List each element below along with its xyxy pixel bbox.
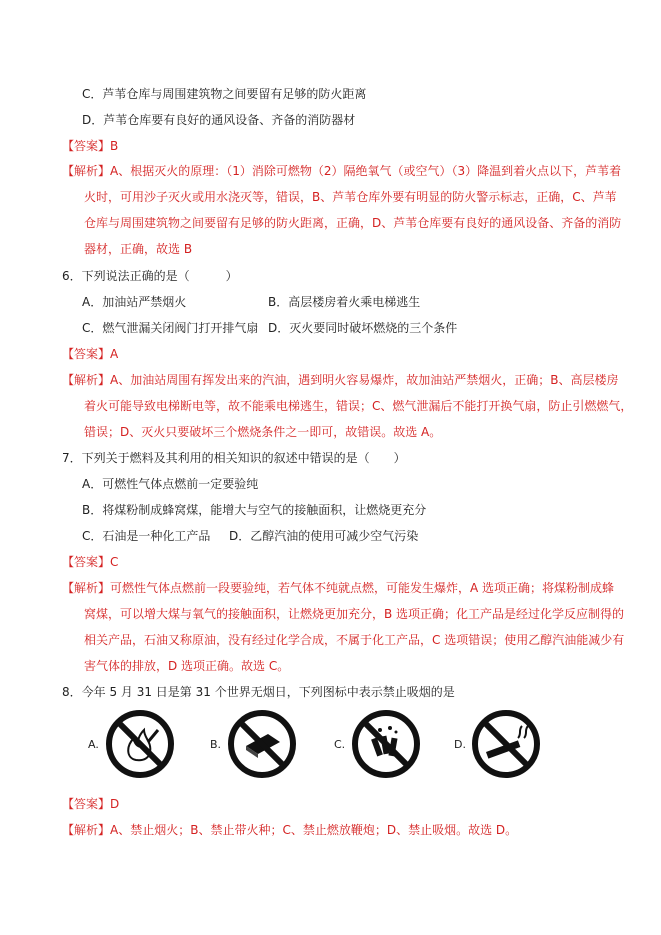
q6-option-b: B．高层楼房着火乘电梯逃生 [268, 295, 421, 309]
prev-analysis-line-4: 器材，正确，故选 B [84, 242, 193, 256]
sign-label-b: B. [210, 738, 222, 751]
no-fire-sign-icon [104, 708, 176, 780]
q6-option-d: D．灭火要同时破坏燃烧的三个条件 [268, 321, 458, 335]
q7-analysis-line-2: 窝煤，可以增大煤与氧气的接触面积，让燃烧更加充分，B 选项正确；化工产品是经过化学反应制得的 [84, 607, 625, 621]
q7-answer [62, 554, 118, 570]
answer-tag: 【答案】 [62, 797, 111, 811]
answer-value: C [110, 555, 119, 569]
q8-sign-options [88, 708, 568, 788]
q8-analysis: 【解析】A、禁止烟火；B、禁止带火种；C、禁止燃放鞭炮；D、禁止吸烟。故选 D。 [62, 823, 518, 837]
prev-analysis-line-1: 【解析】A、根据灭火的原理：（1）消除可燃物（2）隔绝氧气（或空气）（3）降温到着火点以下，芦苇着 [62, 164, 622, 178]
analysis-tag: 【解析】 [62, 164, 111, 178]
q7-option-d: D．乙醇汽油的使用可减少空气污染 [229, 529, 419, 543]
prev-option-c: C．芦苇仓库与周围建筑物之间要留有足够的防火距离 [82, 87, 367, 101]
q6-analysis-line-1: 【解析】A、加油站周围有挥发出来的汽油，遇到明火容易爆炸，故加油站严禁烟火，正确；B、高层楼房 [62, 373, 619, 387]
q7-option-c: C．石油是一种化工产品 [82, 529, 211, 543]
answer-tag: 【答案】 [62, 139, 111, 153]
sign-label-a: A. [88, 738, 99, 751]
answer-value: A [110, 347, 119, 361]
no-matches-sign-icon [226, 708, 298, 780]
answer-value: D [110, 797, 120, 811]
q6-option-a: A．加油站严禁烟火 [82, 295, 187, 309]
prev-answer [62, 138, 118, 154]
q6-option-c: C．燃气泄漏关闭阀门打开排气扇 [82, 321, 259, 335]
answer-value: B [110, 139, 119, 153]
q7-option-b: B．将煤粉制成蜂窝煤，能增大与空气的接触面积，让燃烧更充分 [82, 503, 427, 517]
prev-analysis-line-3: 仓库与周围建筑物之间要留有足够的防火距离，正确，D、芦苇仓库要有良好的通风设备、齐备的消防 [84, 216, 622, 230]
answer-tag: 【答案】 [62, 555, 111, 569]
q7-stem: 7．下列关于燃料及其利用的相关知识的叙述中错误的是（ ） [62, 451, 406, 465]
analysis-tag: 【解析】 [62, 581, 111, 595]
q8-stem: 8．今年 5 月 31 日是第 31 个世界无烟日，下列图标中表示禁止吸烟的是 [62, 685, 455, 699]
q6-analysis-line-3: 错误；D、灭火只要破坏三个燃烧条件之一即可，故错误。故选 A。 [84, 425, 442, 439]
q6-analysis-line-2: 着火可能导致电梯断电等，故不能乘电梯逃生，错误；C、燃气泄漏后不能打开换气扇，防止引燃燃气， [84, 399, 633, 413]
q7-analysis-line-1: 【解析】可燃性气体点燃前一段要验纯，若气体不纯就点燃，可能发生爆炸，A 选项正确；将煤粉制成蜂 [62, 581, 615, 595]
analysis-tag: 【解析】 [62, 373, 111, 387]
q6-answer [62, 346, 118, 362]
no-smoking-sign-icon [470, 708, 542, 780]
q7-analysis-line-4: 害气体的排放，D 选项正确。故选 C。 [84, 659, 290, 673]
q8-answer [62, 796, 119, 812]
q7-analysis-line-3: 相关产品，石油又称原油，没有经过化学合成，不属于化工产品，C 选项错误；使用乙醇汽油能减少有 [84, 633, 625, 647]
q6-stem: 6．下列说法正确的是（ ） [62, 269, 238, 283]
prev-option-d: D．芦苇仓库要有良好的通风设备、齐备的消防器材 [82, 113, 356, 127]
prev-analysis-line-2: 火时，可用沙子灭火或用水浇灭等，错误，B、芦苇仓库外要有明显的防火警示标志，正确，C、芦苇 [84, 190, 617, 204]
analysis-tag: 【解析】 [62, 823, 111, 837]
sign-label-d: D. [454, 738, 466, 751]
sign-label-c: C. [334, 738, 346, 751]
answer-tag: 【答案】 [62, 347, 111, 361]
q7-option-a: A．可燃性气体点燃前一定要验纯 [82, 477, 259, 491]
no-firecrackers-sign-icon [350, 708, 422, 780]
